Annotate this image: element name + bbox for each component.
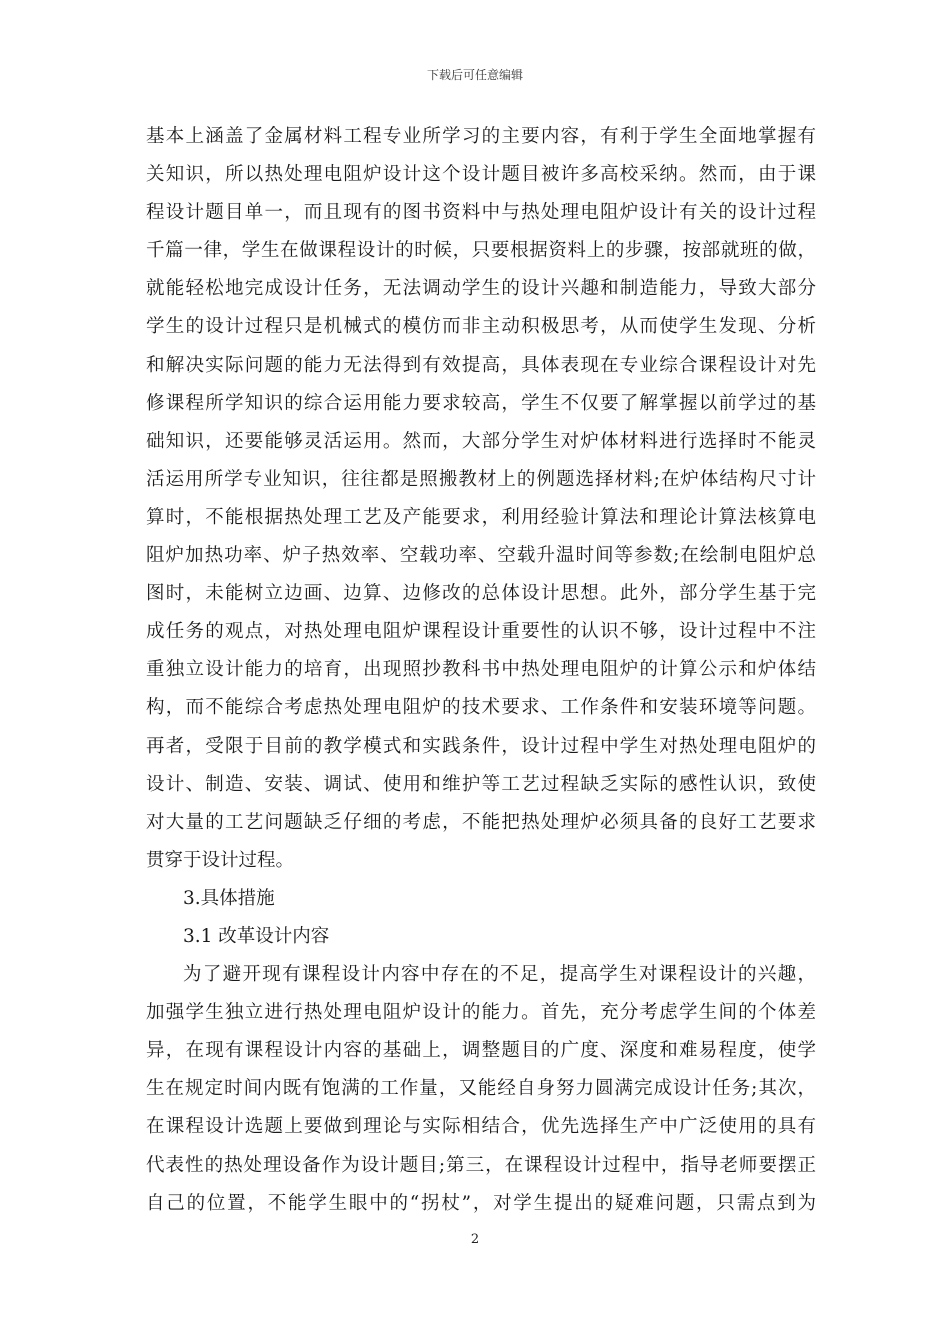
text-line: 对大量的工艺问题缺乏仔细的考虑，不能把热处理炉必须具备的良好工艺要求 xyxy=(146,811,816,833)
text-line: 构，而不能综合考虑热处理电阻炉的技术要求、工作条件和安装环境等问题。 xyxy=(146,697,816,719)
text-line: 成任务的观点，对热处理电阻炉课程设计重要性的认识不够，设计过程中不注 xyxy=(146,621,816,643)
text-line: 为了避开现有课程设计内容中存在的不足，提高学生对课程设计的兴趣， xyxy=(183,964,816,986)
page-header: 下载后可任意编辑 xyxy=(426,68,523,82)
page-number: 2 xyxy=(470,1232,480,1247)
text-line: 关知识，所以热处理电阻炉设计这个设计题目被许多高校采纳。然而，由于课 xyxy=(146,164,816,186)
text-line: 程设计题目单一，而且现有的图书资料中与热处理电阻炉设计有关的设计过程 xyxy=(146,202,816,224)
text-line: 重独立设计能力的培育，出现照抄教科书中热处理电阻炉的计算公示和炉体结 xyxy=(146,659,816,681)
text-line: 千篇一律，学生在做课程设计的时候，只要根据资料上的步骤，按部就班的做， xyxy=(146,240,816,262)
text-line: 设计、制造、安装、调试、使用和维护等工艺过程缺乏实际的感性认识，致使 xyxy=(146,773,816,795)
text-line: 和解决实际问题的能力无法得到有效提高，具体表现在专业综合课程设计对先 xyxy=(146,354,816,376)
text-line: 基本上涵盖了金属材料工程专业所学习的主要内容，有利于学生全面地掌握有 xyxy=(146,126,816,147)
text-line: 活运用所学专业知识，往往都是照搬教材上的例题选择材料;在炉体结构尺寸计 xyxy=(146,468,816,490)
text-line: 学生的设计过程只是机械式的模仿而非主动积极思考，从而使学生发现、分析 xyxy=(146,316,816,338)
body-text xyxy=(146,118,816,1223)
text-line: 在课程设计选题上要做到理论与实际相结合，优先选择生产中广泛使用的具有 xyxy=(146,1116,816,1138)
section-heading: 3.具体措施 xyxy=(183,887,275,909)
text-line: 代表性的热处理设备作为设计题目;第三，在课程设计过程中，指导老师要摆正 xyxy=(146,1154,816,1176)
text-line: 阻炉加热功率、炉子热效率、空载功率、空载升温时间等参数;在绘制电阻炉总 xyxy=(146,545,816,567)
text-line: 修课程所学知识的综合运用能力要求较高，学生不仅要了解掌握以前学过的基 xyxy=(146,392,816,414)
text-line: 算时，不能根据热处理工艺及产能要求，利用经验计算法和理论计算法核算电 xyxy=(146,506,816,528)
text-line: 础知识，还要能够灵活运用。然而，大部分学生对炉体材料进行选择时不能灵 xyxy=(146,430,816,452)
text-line: 异，在现有课程设计内容的基础上，调整题目的广度、深度和难易程度，使学 xyxy=(146,1040,816,1062)
text-line: 加强学生独立进行热处理电阻炉设计的能力。首先，充分考虑学生间的个体差 xyxy=(146,1002,816,1024)
text-line: 图时，未能树立边画、边算、边修改的总体设计思想。此外，部分学生基于完 xyxy=(146,583,816,605)
text-line: 自己的位置，不能学生眼中的“拐杖”，对学生提出的疑难问题，只需点到为 xyxy=(146,1192,816,1214)
text-line: 就能轻松地完成设计任务，无法调动学生的设计兴趣和制造能力，导致大部分 xyxy=(146,278,816,300)
text-line: 再者，受限于目前的教学模式和实践条件，设计过程中学生对热处理电阻炉的 xyxy=(146,735,816,757)
text-line: 贯穿于设计过程。 xyxy=(146,849,295,871)
subsection-heading: 3.1 改革设计内容 xyxy=(183,925,330,947)
text-line: 生在规定时间内既有饱满的工作量，又能经自身努力圆满完成设计任务;其次， xyxy=(146,1078,816,1100)
